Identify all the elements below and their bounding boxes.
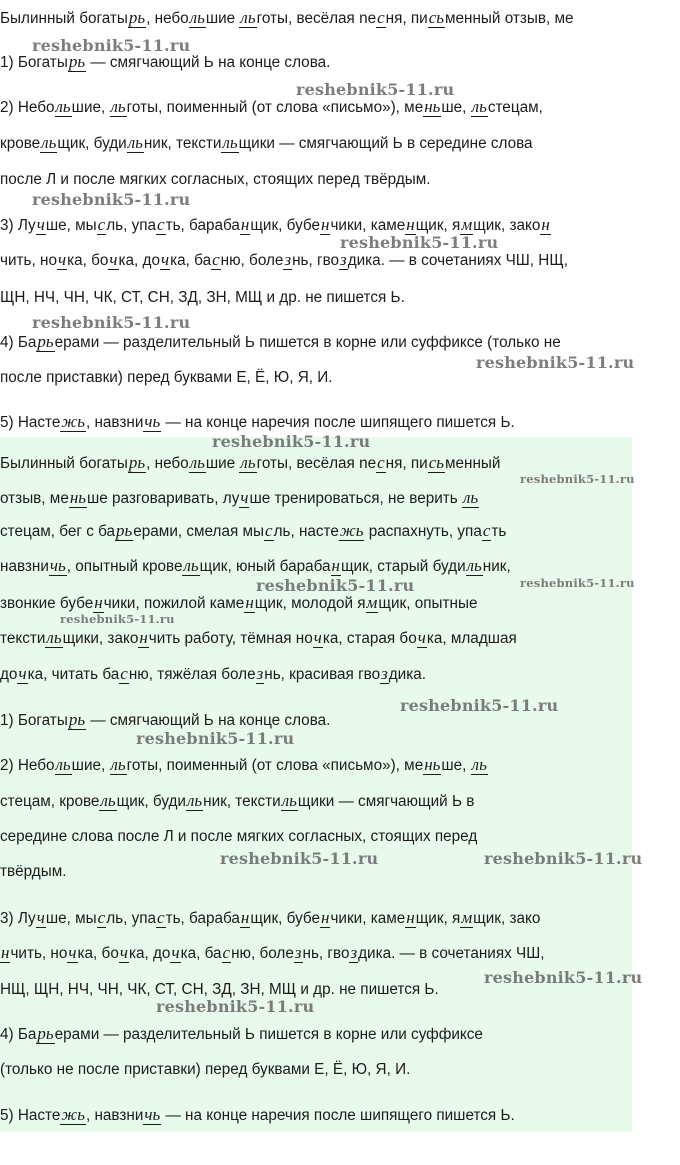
text-segment: , навзни: [85, 414, 144, 431]
highlighted-letters: з: [284, 250, 292, 269]
text-segment: нь, гво: [292, 252, 340, 269]
text-line: [0, 710, 330, 731]
text-segment: ка, читать ба: [27, 666, 120, 683]
text-segment: нь, красивая гво: [264, 666, 381, 683]
text-segment: стецам, бег с ба: [0, 523, 116, 540]
highlighted-letters: рь: [68, 52, 86, 71]
highlighted-letters: н: [94, 593, 103, 612]
highlighted-letters: сь: [428, 453, 444, 472]
highlighted-letters: н: [406, 908, 415, 927]
text-line: [0, 593, 477, 614]
text-segment: шие: [205, 10, 240, 27]
text-segment: готы, поименный (от слова «письмо»), ме: [126, 99, 424, 116]
highlighted-letters: ль: [110, 97, 126, 116]
text-line: [0, 943, 545, 964]
watermark: reshebnik5-11.ru: [32, 190, 191, 209]
text-segment: щики — смягчающий Ь в: [297, 793, 475, 810]
highlighted-letters: рь: [128, 8, 146, 27]
text-segment: ню, боле: [231, 945, 294, 962]
highlighted-letters: с: [97, 908, 106, 927]
text-segment: чики, каме: [330, 217, 406, 234]
highlighted-letters: ч: [68, 943, 77, 962]
text-line: [0, 628, 517, 649]
text-segment: щик, зако: [473, 217, 541, 234]
highlighted-letters: ль: [41, 133, 57, 152]
highlighted-letters: ль: [46, 628, 62, 647]
text-segment: звонкие бубе: [0, 595, 94, 612]
text-line: [0, 52, 330, 73]
text-line: [0, 827, 477, 847]
highlighted-letters: нь: [69, 488, 87, 507]
text-line: [0, 791, 474, 812]
text-segment: ка, бо: [77, 945, 119, 962]
highlighted-letters: з: [340, 250, 347, 269]
text-segment: после Л и после мягких согласных, стоящих перед твёрдым.: [0, 171, 431, 188]
highlighted-letters: ч: [36, 215, 45, 234]
text-segment: 3) Лу: [0, 910, 36, 927]
text-line: [0, 170, 431, 190]
watermark: reshebnik5-11.ru: [32, 313, 191, 332]
highlighted-letters: ль: [110, 755, 126, 774]
watermark: reshebnik5-11.ru: [520, 576, 635, 590]
text-segment: ка, до: [118, 252, 160, 269]
text-segment: чики, пожилой каме: [103, 595, 245, 612]
highlighted-letters: н: [321, 215, 330, 234]
text-line: [0, 453, 500, 474]
text-segment: — на конце наречия после шипящего пишется Ь.: [161, 414, 515, 431]
highlighted-letters: с: [377, 8, 385, 27]
text-segment: стецам,: [487, 99, 543, 116]
text-segment: щик, буди: [116, 793, 186, 810]
text-line: [0, 412, 515, 433]
highlighted-letters: нь: [424, 97, 441, 116]
highlighted-letters: ль: [189, 453, 205, 472]
highlighted-letters: рь: [116, 521, 133, 540]
text-segment: менный отзыв, ме: [445, 10, 574, 27]
highlighted-letters: ль: [463, 488, 479, 507]
highlighted-letters: н: [139, 628, 148, 647]
watermark: reshebnik5-11.ru: [400, 696, 559, 715]
text-segment: , небо: [146, 455, 189, 472]
text-line: [0, 1060, 410, 1080]
text-segment: ть, бараба: [165, 217, 240, 234]
highlighted-letters: чь: [144, 1105, 161, 1124]
text-segment: дика. — в сочетаниях ЧШ,: [358, 945, 545, 962]
text-segment: щик, я: [415, 910, 461, 927]
highlighted-letters: с: [482, 521, 491, 540]
highlighted-letters: ч: [240, 488, 249, 507]
text-segment: ню, боле: [220, 252, 284, 269]
text-segment: крове: [0, 135, 41, 152]
highlighted-letters: ч: [171, 943, 180, 962]
highlighted-letters: ль: [100, 791, 116, 810]
text-segment: после приставки) перед буквами Е, Ё, Ю, Я, И.: [0, 369, 333, 386]
highlighted-letters: ль: [183, 556, 199, 575]
highlighted-letters: рь: [128, 453, 146, 472]
highlighted-letters: ль: [240, 453, 256, 472]
highlighted-letters: с: [120, 664, 128, 683]
watermark: reshebnik5-11.ru: [60, 612, 175, 626]
text-segment: 3) Лу: [0, 217, 36, 234]
text-segment: щик, я: [415, 217, 461, 234]
highlighted-letters: нь: [424, 755, 441, 774]
text-segment: ЩН, НЧ, ЧН, ЧК, СТ, СН, ЗД, ЗН, МЩ и др. не пишется Ь.: [0, 289, 405, 306]
text-line: [0, 521, 506, 542]
highlighted-letters: ль: [240, 8, 256, 27]
highlighted-letters: ль: [55, 755, 71, 774]
highlighted-letters: ль: [281, 791, 297, 810]
text-line: [0, 1024, 483, 1045]
text-segment: ка, до: [128, 945, 171, 962]
text-segment: — на конце наречия после шипящего пишется Ь.: [161, 1107, 515, 1124]
highlighted-letters: н: [1, 943, 10, 962]
text-segment: нь, гво: [302, 945, 350, 962]
text-segment: менный: [445, 455, 501, 472]
text-segment: 2) Небо: [0, 99, 55, 116]
text-segment: дика. — в сочетаниях ЧШ, НЩ,: [347, 252, 568, 269]
text-segment: ль, насте: [273, 523, 339, 540]
highlighted-letters: н: [321, 908, 330, 927]
highlighted-letters: ль: [466, 556, 482, 575]
watermark: reshebnik5-11.ru: [340, 233, 499, 252]
text-segment: шие: [205, 455, 240, 472]
text-segment: — смягчающий Ь на конце слова.: [86, 712, 331, 729]
text-line: [0, 862, 66, 882]
text-segment: ше, мы: [45, 217, 97, 234]
highlighted-letters: с: [212, 250, 220, 269]
text-segment: распахнуть, упа: [364, 523, 482, 540]
highlighted-letters: з: [294, 943, 302, 962]
highlighted-letters: ч: [57, 250, 67, 269]
text-segment: ник, тексти: [143, 135, 222, 152]
text-segment: до: [0, 666, 18, 683]
text-segment: навзни: [0, 558, 49, 575]
highlighted-letters: ч: [161, 250, 170, 269]
text-segment: , опытный крове: [66, 558, 183, 575]
highlighted-letters: чь: [144, 412, 161, 431]
text-segment: середине слова после Л и после мягких согласных, стоящих перед: [0, 828, 478, 845]
highlighted-letters: з: [381, 664, 388, 683]
highlighted-letters: жь: [61, 1105, 85, 1124]
highlighted-letters: м: [366, 593, 378, 612]
text-segment: , небо: [146, 10, 189, 27]
highlighted-letters: с: [157, 215, 165, 234]
highlighted-letters: ль: [127, 133, 143, 152]
text-line: [0, 133, 533, 154]
highlighted-letters: з: [256, 664, 264, 683]
text-segment: ше, мы: [45, 910, 97, 927]
highlighted-letters: ль: [55, 97, 71, 116]
text-segment: ше,: [441, 757, 471, 774]
text-segment: ше,: [441, 99, 471, 116]
text-segment: шие,: [71, 99, 110, 116]
highlighted-letters: м: [461, 908, 473, 927]
text-segment: щики — смягчающий Ь в середине слова: [238, 135, 533, 152]
text-segment: ерами — разделительный Ь пишется в корне или суффиксе: [54, 1026, 483, 1043]
text-line: [0, 1105, 515, 1126]
text-segment: ню, тяжёлая боле: [128, 666, 256, 683]
watermark: reshebnik5-11.ru: [484, 968, 643, 987]
highlighted-letters: з: [350, 943, 358, 962]
text-segment: щик, опытные: [378, 595, 478, 612]
text-segment: ка, бо: [67, 252, 109, 269]
text-line: [0, 332, 561, 353]
watermark: reshebnik5-11.ru: [476, 353, 635, 372]
highlighted-letters: с: [377, 453, 385, 472]
highlighted-letters: ль: [222, 133, 238, 152]
text-segment: щик, бубе: [250, 217, 321, 234]
highlighted-letters: рь: [37, 332, 54, 351]
watermark: reshebnik5-11.ru: [220, 849, 379, 868]
highlighted-letters: жь: [61, 412, 85, 431]
text-segment: ль, упа: [106, 217, 157, 234]
text-line: [0, 8, 574, 29]
highlighted-letters: чь: [49, 556, 66, 575]
text-segment: 2) Небо: [0, 757, 55, 774]
highlighted-letters: рь: [37, 1024, 54, 1043]
highlighted-letters: ч: [313, 628, 322, 647]
text-segment: Былинный богаты: [0, 10, 128, 27]
text-segment: щик, бубе: [250, 910, 321, 927]
highlighted-letters: м: [461, 215, 473, 234]
watermark: reshebnik5-11.ru: [156, 997, 315, 1016]
watermark: reshebnik5-11.ru: [32, 36, 191, 55]
text-segment: щик, молодой я: [254, 595, 366, 612]
text-segment: ник, тексти: [203, 793, 281, 810]
text-line: [0, 755, 488, 776]
highlighted-letters: с: [265, 521, 273, 540]
text-segment: ка, старая бо: [322, 630, 417, 647]
text-segment: чить, но: [10, 945, 68, 962]
watermark: reshebnik5-11.ru: [484, 849, 643, 868]
text-segment: ть: [491, 523, 507, 540]
text-segment: отзыв, ме: [0, 490, 69, 507]
highlighted-letters: ч: [109, 250, 118, 269]
watermark: reshebnik5-11.ru: [136, 729, 295, 748]
text-segment: 5) Насте: [0, 414, 61, 431]
highlighted-letters: н: [245, 593, 254, 612]
highlighted-letters: сь: [428, 8, 444, 27]
text-line: [0, 664, 426, 685]
highlighted-letters: ч: [18, 664, 27, 683]
highlighted-letters: н: [331, 556, 340, 575]
text-line: [0, 288, 405, 308]
watermark: reshebnik5-11.ru: [520, 472, 635, 486]
highlighted-letters: ч: [417, 628, 426, 647]
text-segment: ник,: [482, 558, 511, 575]
text-line: [0, 556, 511, 577]
text-segment: шие,: [71, 757, 110, 774]
text-segment: Былинный богаты: [0, 455, 128, 472]
text-segment: ка, ба: [180, 945, 222, 962]
text-segment: , навзни: [85, 1107, 144, 1124]
text-segment: НЩ, ЩН, НЧ, ЧН, ЧК, СТ, СН, ЗД, ЗН, МЩ и др. не пишется Ь.: [0, 981, 439, 998]
text-segment: чить, но: [0, 252, 57, 269]
text-segment: щики, зако: [62, 630, 139, 647]
text-segment: ка, младшая: [426, 630, 517, 647]
text-segment: чики, каме: [330, 910, 406, 927]
text-line: [0, 908, 540, 929]
text-segment: 1) Богаты: [0, 54, 68, 71]
text-line: [0, 488, 479, 509]
text-segment: стецам, крове: [0, 793, 100, 810]
highlighted-letters: с: [97, 215, 106, 234]
highlighted-letters: н: [541, 215, 550, 234]
text-segment: 4) Ба: [0, 1026, 37, 1043]
highlighted-letters: н: [240, 908, 250, 927]
highlighted-letters: н: [240, 215, 250, 234]
highlighted-letters: ль: [471, 97, 487, 116]
highlighted-letters: с: [222, 943, 231, 962]
highlighted-letters: ль: [471, 755, 487, 774]
text-segment: (только не после приставки) перед буквами Е, Ё, Ю, Я, И.: [0, 1061, 411, 1078]
text-segment: ше разговаривать, лу: [87, 490, 240, 507]
text-segment: ка, ба: [170, 252, 212, 269]
highlighted-letters: с: [157, 908, 165, 927]
highlighted-letters: жь: [339, 521, 364, 540]
highlighted-letters: ч: [36, 908, 45, 927]
text-segment: ль, упа: [106, 910, 157, 927]
highlighted-letters: ч: [119, 943, 128, 962]
text-segment: ерами — разделительный Ь пишется в корне или суффиксе (только не: [54, 334, 561, 351]
text-segment: ня, пи: [385, 455, 428, 472]
text-segment: готы, поименный (от слова «письмо»), ме: [126, 757, 424, 774]
text-segment: готы, весёлая ne: [256, 455, 377, 472]
text-segment: щик, старый буди: [340, 558, 466, 575]
text-segment: ть, бараба: [165, 910, 240, 927]
text-segment: готы, весёлая ne: [256, 10, 377, 27]
text-segment: дика.: [388, 666, 427, 683]
text-segment: ня, пи: [385, 10, 428, 27]
text-segment: — смягчающий Ь на конце слова.: [86, 54, 331, 71]
text-segment: 4) Ба: [0, 334, 37, 351]
text-segment: щик, буди: [57, 135, 127, 152]
watermark: reshebnik5-11.ru: [256, 576, 415, 595]
text-segment: твёрдым.: [0, 863, 67, 880]
watermark: reshebnik5-11.ru: [296, 80, 455, 99]
text-line: [0, 368, 333, 388]
watermark: reshebnik5-11.ru: [212, 432, 371, 451]
text-line: [0, 97, 543, 118]
highlighted-letters: ль: [189, 8, 205, 27]
text-segment: ерами, смелая мы: [133, 523, 265, 540]
text-segment: щик, юный бараба: [199, 558, 331, 575]
text-segment: 1) Богаты: [0, 712, 68, 729]
text-segment: 5) Насте: [0, 1107, 61, 1124]
text-segment: ше тренироваться, не верить: [249, 490, 463, 507]
highlighted-letters: ль: [186, 791, 203, 810]
highlighted-letters: н: [406, 215, 415, 234]
text-segment: тексти: [0, 630, 46, 647]
text-segment: чить работу, тёмная но: [148, 630, 313, 647]
text-segment: щик, зако: [473, 910, 541, 927]
text-line: [0, 250, 568, 271]
highlighted-letters: рь: [68, 710, 86, 729]
